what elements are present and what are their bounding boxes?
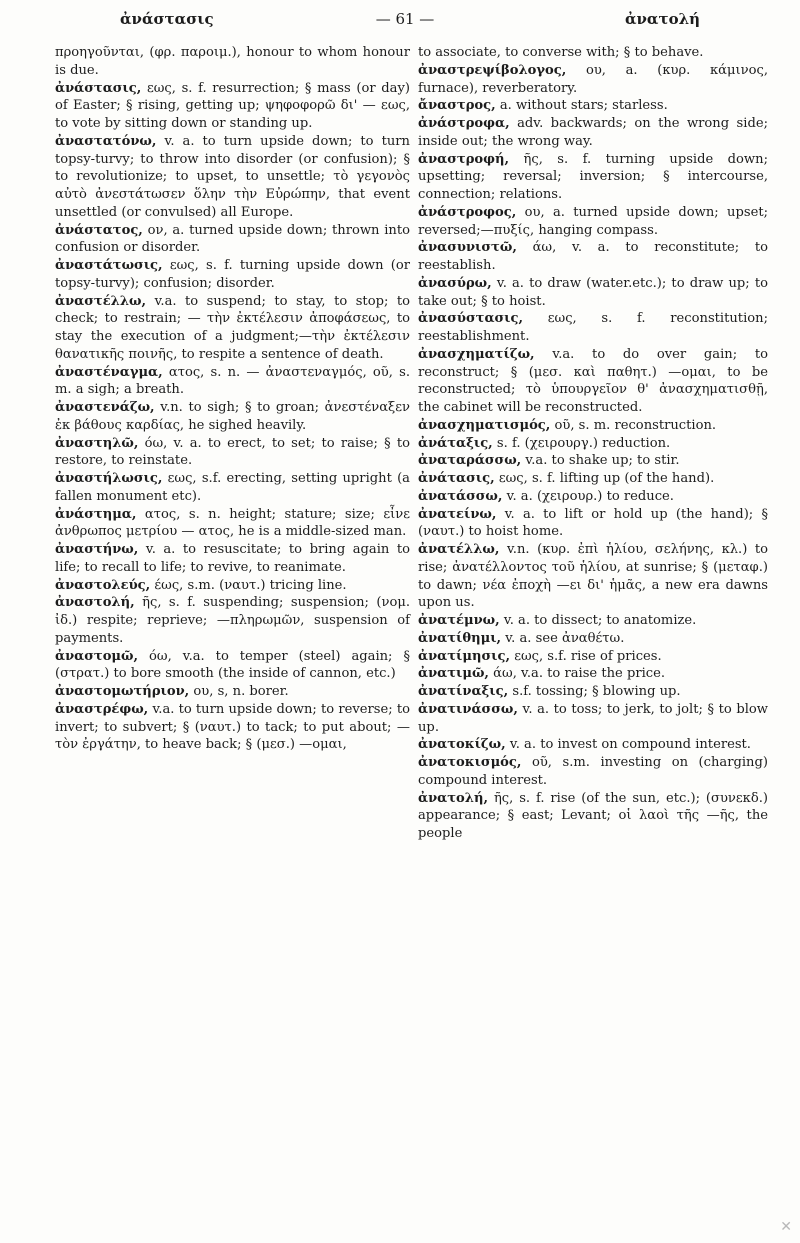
header-right-guideword: ἀνατολή [624,10,700,28]
dictionary-entry [418,417,768,435]
page-number: — 61 — [375,10,435,28]
dictionary-entry [418,506,768,542]
dictionary-entry [418,630,768,648]
dictionary-entry [55,506,410,542]
entry-definition: ῆς, s. f. suspending; suspension; (νομ. ἰδ.) respite; reprieve; —πληρωμῶν, suspension of payments. [55,595,410,646]
dictionary-entry [418,239,768,275]
dictionary-entry [418,346,768,417]
entry-headword: ἀνατέμνω, [418,613,500,628]
entry-definition: v. a. to draw (water.etc.); to draw up; to take out; § to hoist. [418,275,768,309]
dictionary-entry [55,648,410,684]
entry-headword: ἀνασχηματισμός, [418,417,551,433]
entry-definition: όω, v.a. to temper (steel) again; § (στρατ.) to bore smooth (the inside of cannon, etc.) [55,648,410,682]
entry-headword: ἀνατείνω, [418,506,497,522]
dictionary-entry [55,399,410,435]
entry-headword: ἀναστέλλω, [55,293,147,309]
entry-headword: ἀνασυνιστῶ, [418,240,517,256]
entry-headword: ἀναστέναγμα, [55,364,163,380]
dictionary-entry [55,594,410,647]
entry-definition: v. a. to dissect; to anatomize. [503,613,697,628]
entry-definition: έως, s.m. (ναυτ.) tricing line. [154,577,347,593]
entry-definition: οῦ, s. m. reconstruction. [554,417,717,433]
entry-definition: v. a. to invest on compound interest. [509,737,751,753]
entry-definition: v.a. to suspend; to stay, to stop; to check; to restrain; — τὴν ἐκτέλεσιν ἀποφάσεως, to stay the execution of a judgment;—τὴν ἐκτέλεσιν θανατικῆς ποινῆς, to respite a sentence of death. [55,293,410,362]
dictionary-entry [418,310,768,346]
entry-headword: ἀνάστασις, [55,80,142,96]
dictionary-entry [55,577,410,595]
entry-definition: ατος, s. n. — ἀναστεναγμός, οῦ, s. m. a sigh; a breath. [55,364,410,398]
entry-definition: άω, v. a. to reconstitute; to reestablish. [418,240,768,273]
entry-headword: ἀνατινάσσω, [418,701,518,717]
entry-headword: ἀνατίμησις, [418,648,511,664]
entry-headword: ἀναστομωτήριον, [55,684,190,699]
entry-headword: ἀναστηλῶ, [55,435,139,451]
entry-headword: ἀναστομῶ, [55,648,139,664]
dictionary-entry [55,222,410,258]
entry-definition: v. a. to toss; to jerk, to jolt; § to blow up. [418,701,768,735]
dictionary-entry [418,452,768,470]
entry-headword: ἀνατέλλω, [418,542,500,557]
dictionary-entry [418,62,768,98]
entry-headword: ἀναστήνω, [55,542,139,557]
entry-headword: ἀνάστημα, [55,506,137,522]
entry-definition: v.a. to shake up; to stir. [525,453,680,469]
entry-definition: ῆς, s. f. turning upside down; upsetting; reversal; inversion; § intercourse, connection; relations. [418,151,768,202]
dictionary-entry [55,44,410,80]
entry-headword: ἀνάστροφος, [418,204,517,220]
dictionary-entry [55,541,410,577]
entry-definition: v.a. to turn upside down; to reverse; to invert; to subvert; § (ναυτ.) to tack; to put about; —τὸν ἐργάτην, to heave back; § (μεσ.) —ομαι, [55,701,410,753]
entry-headword: ἀνατιμῶ, [418,666,489,682]
entry-headword: ἀνατάσσω, [418,488,503,504]
entry-headword: ἀνατολή, [418,790,489,806]
entry-definition: v. a. to resuscitate; to bring again to life; to recall to life; to revive, to reanimate. [55,542,410,575]
dictionary-entry [418,541,768,612]
entry-headword: ἀναστενάζω, [55,400,155,415]
corner-mark-icon: ✕ [780,1219,792,1235]
dictionary-entry [418,435,768,453]
entry-definition: ατος, s. n. height; stature; size; εἶνε ἀνθρωπος μετρίου — ατος, he is a middle-sized man. [55,506,410,540]
entry-headword: ἀνάταξις, [418,435,493,451]
entry-definition: adv. backwards; on the wrong side; inside out; the wrong way. [418,116,768,149]
entry-definition: ου, s, n. borer. [193,684,289,699]
dictionary-entry [55,257,410,293]
entry-definition: ου, a. (κυρ. κάμινος, furnace), reverberatory. [418,62,768,96]
entry-headword: ἀναστροφή, [418,151,510,167]
entry-headword: ἀνάστροφα, [418,116,510,131]
entry-headword: ἀναστολή, [55,595,135,611]
entry-headword: ἀναστρεψίβολογος, [418,62,567,78]
entry-headword: ἀνατοκίζω, [418,737,506,753]
dictionary-entry [418,754,768,790]
dictionary-entry [55,133,410,222]
page-header [40,10,770,32]
entry-definition: εως, s. f. reconstitution; reestablishment. [418,311,768,344]
entry-headword: ἀνασχηματίζω, [418,346,535,362]
entry-headword: ἀναστολεύς, [55,577,151,593]
left-column [55,44,410,754]
right-column [418,44,768,843]
entry-definition: v.a. to do over gain; to reconstruct; § (μεσ. καὶ παθητ.) —ομαι, to be reconstructed; τὸ ὑπουργεῖον θ' ἀνασχηματισθῇ, the cabinet will be reconstructed. [418,346,768,415]
header-left-guideword: ἀνάστασις [120,10,214,28]
entry-headword: ἀνάστατος, [55,222,143,238]
entry-definition: a. without stars; starless. [499,98,668,114]
dictionary-entry [55,701,410,754]
dictionary-entry [418,612,768,630]
entry-definition: v. a. to lift or hold up (the hand); § (ναυτ.) to hoist home. [418,506,768,540]
entry-definition: to associate, to converse with; § to behave. [418,45,704,60]
dictionary-entry [418,665,768,683]
entry-headword: ἀναστάτωσις, [55,258,163,273]
entry-definition: v.n. to sigh; § to groan; ἀνεστέναξεν ἐκ βάθους καρδίας, he sighed heavily. [55,400,410,433]
dictionary-entry [418,151,768,204]
entry-definition: ον, a. turned upside down; thrown into confusion or disorder. [55,222,410,256]
entry-headword: ἀνάτασις, [418,471,495,486]
dictionary-entry [418,204,768,240]
dictionary-entry [55,364,410,400]
dictionary-entry [418,683,768,701]
entry-definition: εως, s.f. erecting, setting upright (a fallen monument etc). [55,471,410,504]
entry-definition: ου, a. turned upside down; upset; reversed;—πυξίς, hanging compass. [418,204,768,238]
entry-headword: ἀνασύστασις, [418,311,524,327]
entry-definition: εως, s. f. lifting up (of the hand). [498,471,715,486]
dictionary-entry [418,44,768,62]
entry-definition: εως, s. f. turning upside down (or topsy-turvy); confusion; disorder. [55,258,410,291]
entry-definition: v. a. see ἀναθέτω. [505,630,625,646]
entry-headword: ἀνατίθημι, [418,630,502,646]
dictionary-entry [55,435,410,471]
entry-definition: εως, s.f. rise of prices. [514,648,662,664]
entry-headword: ἀνασύρω, [418,275,492,291]
dictionary-entry [55,293,410,364]
dictionary-entry [418,736,768,754]
entry-headword: ἀναταράσσω, [418,453,522,469]
entry-headword: ἄναστρος, [418,98,496,114]
entry-definition: v. a. to turn upside down; to turn topsy-turvy; to throw into disorder (or confusion); § to revolutionize; to upset, to unsettle; τὸ γεγονὸς αὐτὸ ἀνεστάτωσεν ὅλην τὴν Εὐρώπην, that event unsettled (or convulsed) all Europe. [55,133,410,220]
dictionary-entry [55,683,410,701]
entry-definition: οῦ, s.m. investing on (charging) compound interest. [418,755,768,788]
entry-definition: εως, s. f. resurrection; § mass (or day) of Easter; § rising, getting up; ψηφοφορῶ δι' — εως, to vote by sitting down or standing up. [55,80,410,131]
entry-definition: v.n. (κυρ. ἐπὶ ἡλίου, σελήνης, κλ.) to rise; ἀνατέλλοντος τοῦ ἡλίου, at sunrise; § (μεταφ.) to dawn; νέα ἐποχὴ —ει δι' ἡμᾶς, a new era dawns upon us. [418,542,768,611]
entry-headword: ἀνατοκισμός, [418,755,522,770]
dictionary-entry [418,470,768,488]
dictionary-entry [418,97,768,115]
entry-headword: ἀνατίναξις, [418,684,509,699]
dictionary-entry [55,80,410,133]
entry-headword: ἀναστατόνω, [55,133,157,149]
entry-headword: ἀναστρέφω, [55,701,149,717]
entry-definition: s.f. tossing; § blowing up. [512,684,681,699]
dictionary-entry [55,470,410,506]
entry-definition: s. f. (χειρουργ.) reduction. [496,435,671,451]
dictionary-entry [418,648,768,666]
entry-definition: άω, v.a. to raise the price. [493,666,666,682]
dictionary-entry [418,115,768,151]
entry-definition: όω, v. a. to erect, to set; to raise; § to restore, to reinstate. [55,435,410,469]
dictionary-entry [418,701,768,737]
entry-definition: προηγοῦνται, (φρ. παροιμ.), honour to whom honour is due. [55,45,410,78]
dictionary-entry [418,790,768,843]
entry-definition: v. a. (χειρουρ.) to reduce. [506,488,674,504]
entry-definition: ῆς, s. f. rise (of the sun, etc.); (συνεκδ.) appearance; § east; Levant; οἱ λαοὶ τῆς —ῆς, the people [418,790,768,841]
dictionary-entry [418,488,768,506]
dictionary-entry [418,275,768,311]
entry-headword: ἀναστήλωσις, [55,471,163,486]
